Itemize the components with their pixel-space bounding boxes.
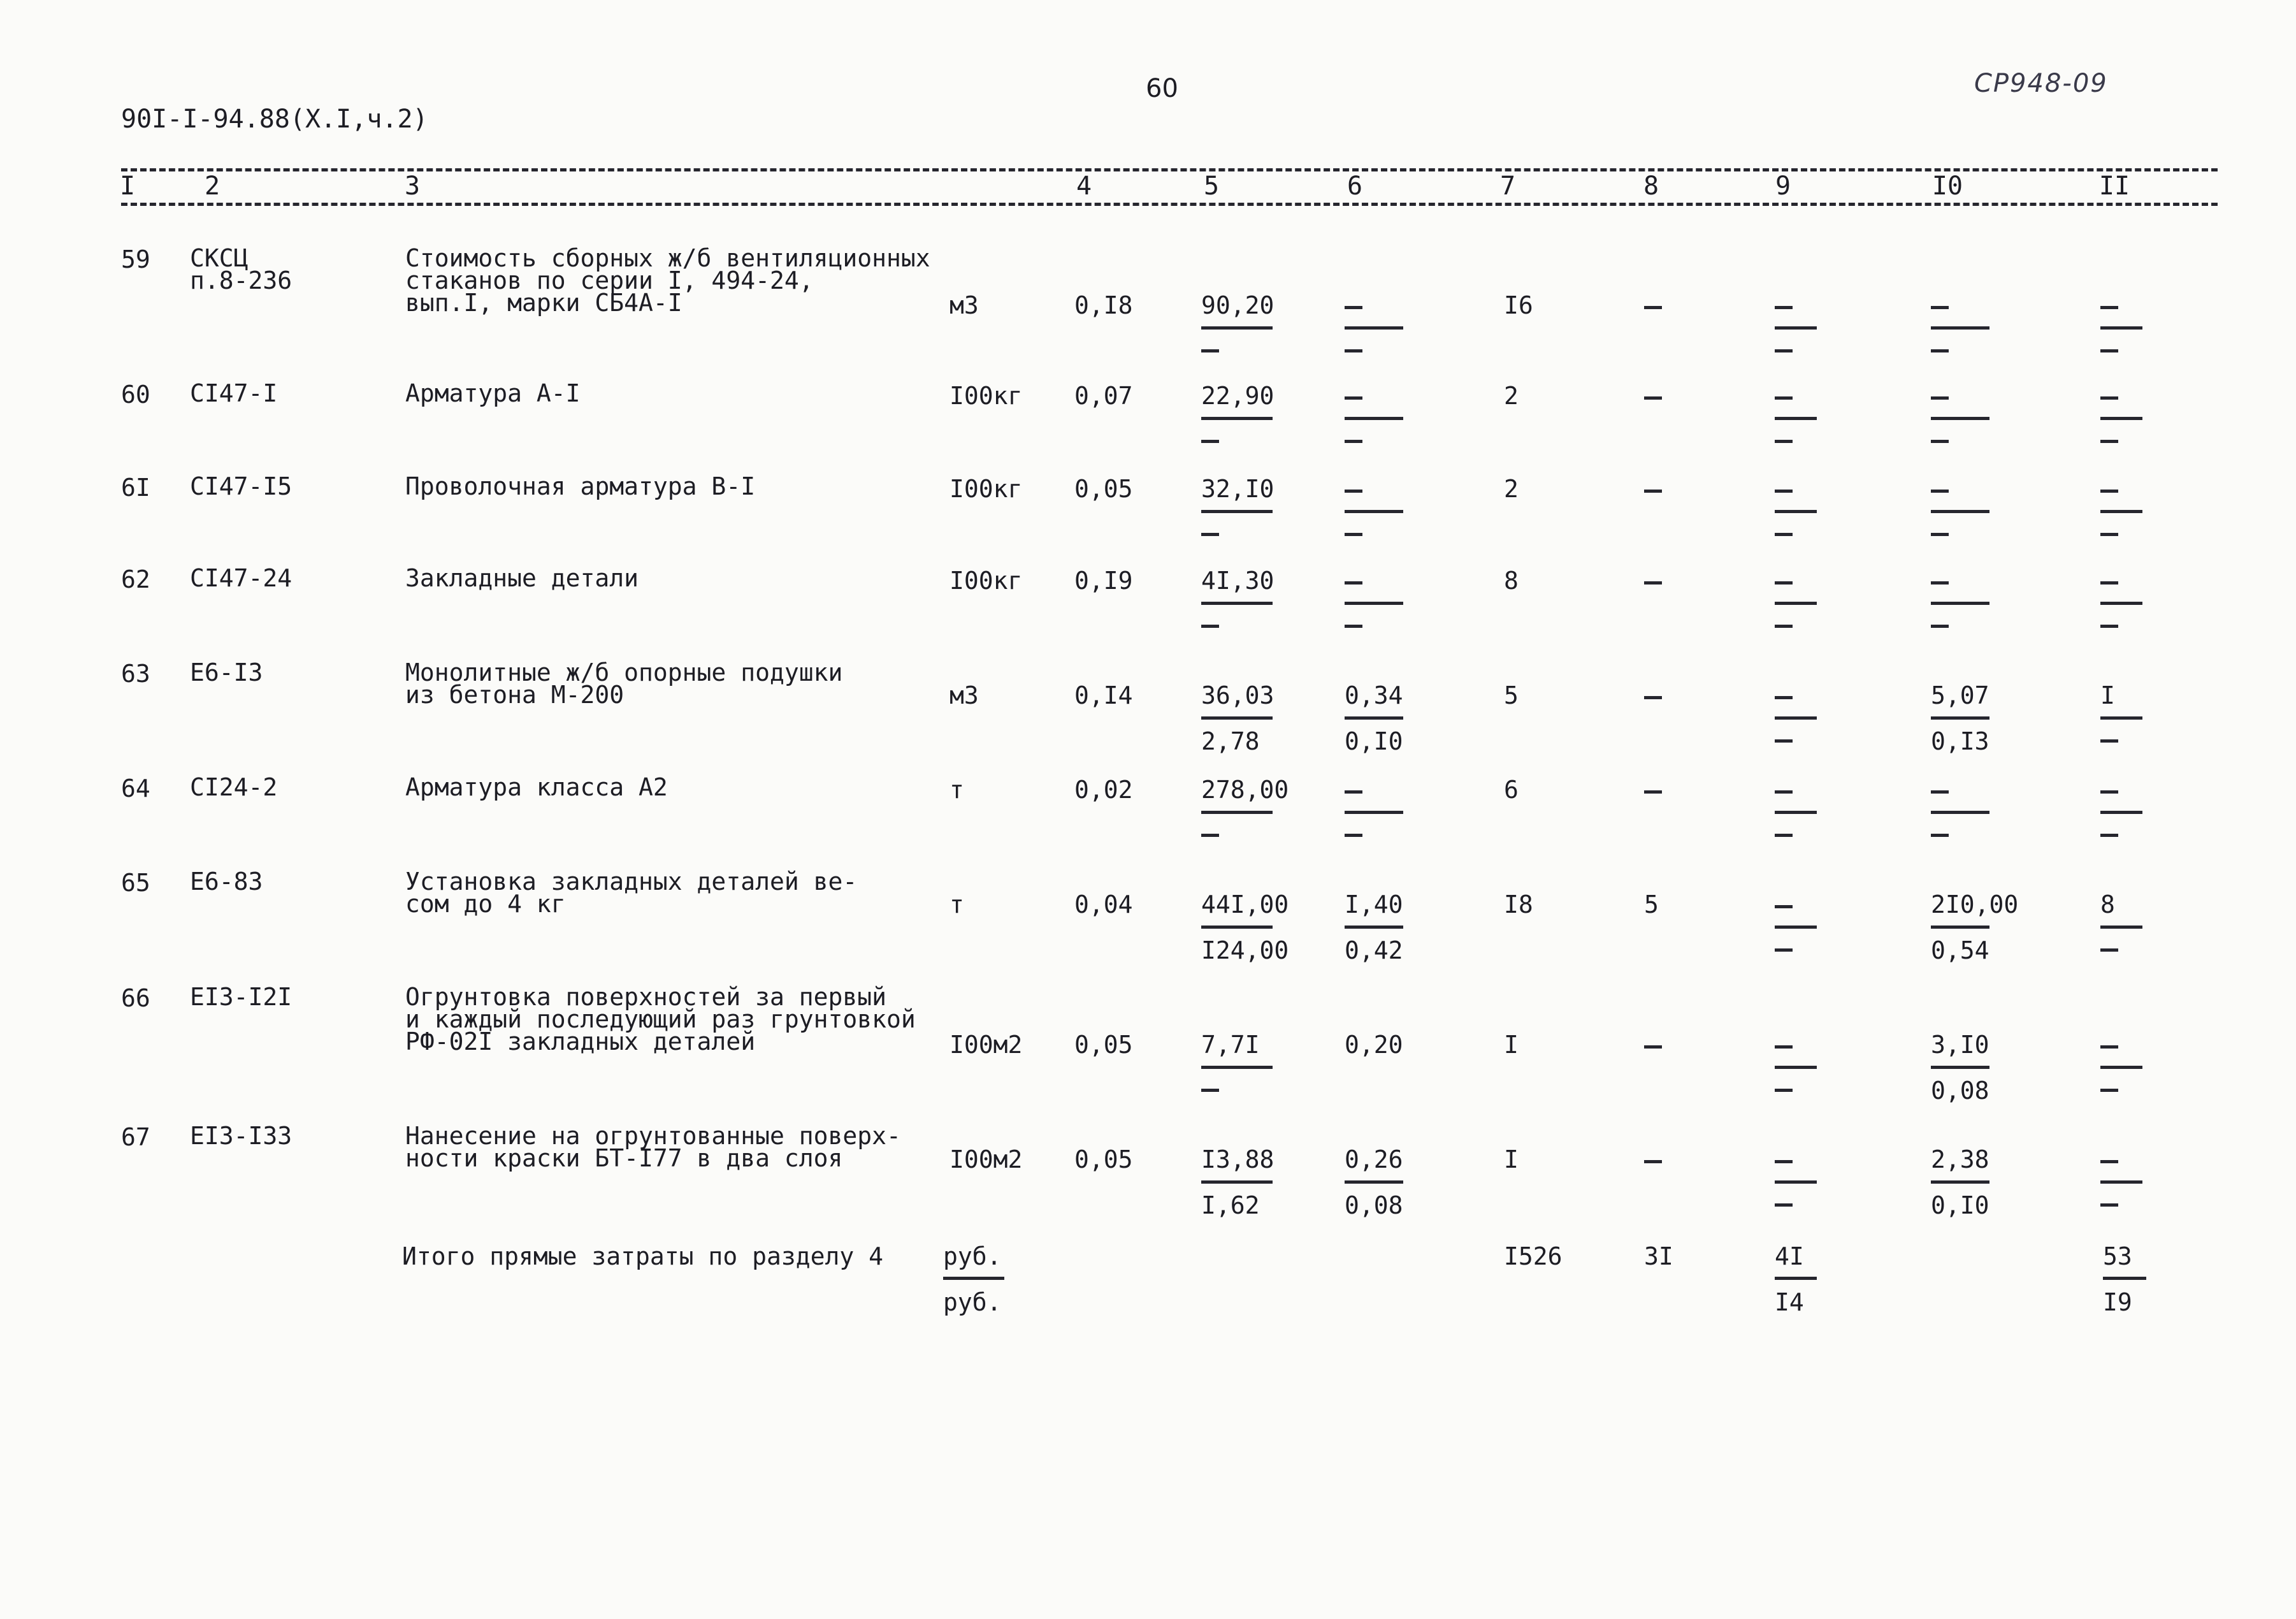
row-col9-dash [1775,581,1793,584]
row-code: ЕI3-I33 [190,1122,292,1150]
row-col6-bottom-dash [1345,533,1362,536]
row-col5-bottom-dash [1201,625,1219,628]
row-col7: I [1504,1145,1519,1173]
row-code: Е6-83 [190,868,263,896]
column-header-4: 4 [1076,171,1092,201]
row-name: Нанесение на огрунтованные поверх- ности краски БТ-I77 в два слоя [405,1122,901,1172]
row-code: CI47-I [190,379,278,407]
row-col10-bottom: 0,54 [1931,936,1989,964]
row-col6-dash [1345,490,1362,493]
row-col10-dash [1931,396,1949,400]
row-col10-fraction-bar [1931,510,1989,513]
row-col9-dash [1775,396,1793,400]
row-col9-fraction-bar [1775,1180,1817,1184]
row-number: 6I [121,474,150,502]
row-col10-dash [1931,306,1949,309]
row-col5: 90,20 [1201,291,1274,319]
row-col9-fraction-bar [1775,417,1817,420]
row-col10: 5,07 [1931,681,1989,709]
row-col6-bottom-dash [1345,440,1362,443]
row-col8-dash [1644,1045,1662,1049]
row-col7: I8 [1504,890,1533,918]
row-code: СКСЦ п.8-236 [190,244,292,294]
row-col10-fraction-bar [1931,326,1989,330]
row-number: 60 [121,381,150,409]
row-col11-fraction-bar [2100,602,2142,605]
column-header-2: 2 [204,171,220,201]
row-col11-fraction-bar [2100,811,2142,814]
total-unit-top: руб. [943,1242,1002,1270]
column-header-6: 6 [1347,171,1363,201]
row-col6-dash [1345,581,1362,584]
row-col11-dash [2100,790,2118,794]
row-col11-bottom-dash [2100,625,2118,628]
row-col11-dash [2100,396,2118,400]
row-code: ЕI3-I2I [190,983,292,1011]
row-code: Е6-I3 [190,658,263,686]
row-col8-dash [1644,1160,1662,1163]
row-code: CI47-I5 [190,472,292,500]
row-col8: 5 [1644,890,1659,918]
row-name: Арматура класса А2 [405,773,668,801]
row-col10-bottom-dash [1931,834,1949,837]
column-header-3: 3 [404,171,421,201]
row-name: Арматура А-I [405,379,581,407]
row-col5-fraction-bar [1201,326,1273,330]
row-number: 66 [121,984,150,1012]
row-unit: т [949,890,964,918]
row-col9-bottom-dash [1775,948,1793,952]
row-col11-dash [2100,581,2118,584]
row-quantity: 0,07 [1074,382,1133,410]
row-col6-fraction-bar [1345,716,1403,720]
row-col10-dash [1931,581,1949,584]
row-col11-fraction-bar [2100,417,2142,420]
row-col8-dash [1644,696,1662,699]
row-quantity: 0,05 [1074,1145,1133,1173]
row-col5-fraction-bar [1201,417,1273,420]
row-quantity: 0,I8 [1074,291,1133,319]
row-col6-bottom: 0,08 [1345,1191,1403,1219]
column-header-5: 5 [1203,171,1220,201]
row-unit: т [949,776,964,804]
row-col5-bottom: 2,78 [1201,727,1260,755]
row-unit: I00кг [949,567,1023,595]
row-quantity: 0,I4 [1074,681,1133,709]
row-col9-dash [1775,1045,1793,1049]
row-col10-fraction-bar [1931,1066,1989,1069]
row-name: Огрунтовка поверхностей за первый и каждый последующий раз грунтовкой РФ-02I закладных деталей [405,983,916,1056]
row-col6-bottom: 0,I0 [1345,727,1403,755]
row-col6-fraction-bar [1345,417,1403,420]
row-col10-fraction-bar [1931,926,1989,929]
row-col5: 7,7I [1201,1031,1260,1059]
row-col6-fraction-bar [1345,926,1403,929]
row-quantity: 0,02 [1074,776,1133,804]
row-col5-fraction-bar [1201,1066,1273,1069]
total-col11-fraction-bar [2103,1277,2146,1280]
row-col10-fraction-bar [1931,716,1989,720]
total-col11-bottom: I9 [2103,1288,2132,1316]
row-col11-fraction-bar [2100,326,2142,330]
row-quantity: 0,05 [1074,1031,1133,1059]
total-col11: 53 [2103,1242,2132,1270]
row-unit: I00м2 [949,1031,1023,1059]
page-number: 60 [1146,74,1178,103]
row-col11-bottom-dash [2100,834,2118,837]
row-col6: I,40 [1345,890,1403,918]
row-col9-bottom-dash [1775,349,1793,352]
row-col9-dash [1775,696,1793,699]
row-quantity: 0,05 [1074,475,1133,503]
row-col9-fraction-bar [1775,510,1817,513]
row-col7: 2 [1504,382,1519,410]
row-col6-fraction-bar [1345,510,1403,513]
row-number: 64 [121,774,150,802]
column-header-9: 9 [1775,171,1791,201]
row-col8-dash [1644,790,1662,794]
row-col7: 2 [1504,475,1519,503]
row-col10-bottom-dash [1931,625,1949,628]
column-header-10: I0 [1931,171,1963,201]
row-col6-fraction-bar [1345,326,1403,330]
row-col7: 5 [1504,681,1519,709]
row-unit: I00кг [949,382,1023,410]
row-col11: 8 [2100,890,2115,918]
row-col9-bottom-dash [1775,440,1793,443]
row-unit: I00м2 [949,1145,1023,1173]
row-col5: I3,88 [1201,1145,1274,1173]
row-col6-dash [1345,306,1362,309]
row-col5-bottom: I,62 [1201,1191,1260,1219]
row-number: 65 [121,869,150,897]
row-col5: 44I,00 [1201,890,1289,918]
row-col11-fraction-bar [2100,1066,2142,1069]
row-col9-fraction-bar [1775,811,1817,814]
row-col11-fraction-bar [2100,510,2142,513]
row-col5-fraction-bar [1201,510,1273,513]
row-col7: I [1504,1031,1519,1059]
row-col9-fraction-bar [1775,602,1817,605]
archive-stamp: CP948-09 [1974,69,2108,98]
row-col5: 22,90 [1201,382,1274,410]
row-col9-bottom-dash [1775,834,1793,837]
total-col7: I526 [1504,1242,1563,1270]
row-col9-bottom-dash [1775,625,1793,628]
row-col5: 278,00 [1201,776,1289,804]
row-col9-fraction-bar [1775,326,1817,330]
row-quantity: 0,04 [1074,890,1133,918]
row-col6-bottom-dash [1345,834,1362,837]
row-col10-fraction-bar [1931,417,1989,420]
row-col5-fraction-bar [1201,926,1273,929]
row-col5: 4I,30 [1201,567,1274,595]
row-col10-bottom-dash [1931,533,1949,536]
row-col9-dash [1775,1160,1793,1163]
header-top-rule [121,168,2218,171]
row-col9-fraction-bar [1775,716,1817,720]
total-unit-bottom: руб. [943,1288,1002,1316]
column-header-11: II [2098,171,2130,201]
row-col11-bottom-dash [2100,440,2118,443]
row-col5-fraction-bar [1201,1180,1273,1184]
row-col9-bottom-dash [1775,1203,1793,1207]
row-col10-dash [1931,790,1949,794]
row-col8-dash [1644,581,1662,584]
row-unit: м3 [949,681,979,709]
row-col11-bottom-dash [2100,739,2118,743]
row-col6-fraction-bar [1345,602,1403,605]
row-col11: I [2100,681,2115,709]
row-name: Закладные детали [405,564,639,592]
row-col9-dash [1775,306,1793,309]
row-col7: 6 [1504,776,1519,804]
row-col10-dash [1931,490,1949,493]
row-col10-bottom: 0,08 [1931,1077,1989,1105]
row-col6: 0,26 [1345,1145,1403,1173]
row-col5-fraction-bar [1201,716,1273,720]
row-col10-fraction-bar [1931,1180,1989,1184]
row-unit: м3 [949,291,979,319]
row-col11-fraction-bar [2100,926,2142,929]
row-col11-fraction-bar [2100,1180,2142,1184]
row-name: Проволочная арматура В-I [405,472,756,500]
row-col10-bottom: 0,I3 [1931,727,1989,755]
row-col11-bottom-dash [2100,349,2118,352]
row-col10-fraction-bar [1931,602,1989,605]
row-col6: 0,34 [1345,681,1403,709]
row-number: 63 [121,660,150,688]
row-col8-dash [1644,306,1662,309]
row-number: 62 [121,565,150,593]
row-unit: I00кг [949,475,1023,503]
row-col5-fraction-bar [1201,602,1273,605]
row-number: 67 [121,1123,150,1151]
row-col9-dash [1775,490,1793,493]
row-col6: 0,20 [1345,1031,1403,1059]
row-col11-bottom-dash [2100,948,2118,952]
row-col9-bottom-dash [1775,1089,1793,1092]
row-col9-bottom-dash [1775,739,1793,743]
row-col10: 2I0,00 [1931,890,2019,918]
row-col10: 3,I0 [1931,1031,1989,1059]
row-col5-bottom-dash [1201,440,1219,443]
row-col6-fraction-bar [1345,1180,1403,1184]
row-col11-dash [2100,1160,2118,1163]
total-unit-fraction-bar [943,1277,1004,1280]
row-col10-bottom-dash [1931,349,1949,352]
total-col9-fraction-bar [1775,1277,1817,1280]
row-col8-dash [1644,396,1662,400]
row-col7: 8 [1504,567,1519,595]
row-col11-dash [2100,490,2118,493]
row-col11-bottom-dash [2100,1089,2118,1092]
total-label: Итого прямые затраты по разделу 4 [402,1242,883,1270]
row-col5-bottom-dash [1201,349,1219,352]
row-quantity: 0,I9 [1074,567,1133,595]
document-code: 90I-I-94.88(X.I,ч.2) [121,105,428,134]
row-name: Стоимость сборных ж/б вентиляционных стаканов по серии I, 494-24, вып.I, марки СБ4А-I [405,244,930,317]
row-col6-dash [1345,396,1362,400]
column-header-8: 8 [1643,171,1659,201]
row-number: 59 [121,245,150,273]
row-col5-fraction-bar [1201,811,1273,814]
row-code: CI47-24 [190,564,292,592]
row-col8-dash [1644,490,1662,493]
row-col10: 2,38 [1931,1145,1989,1173]
row-col9-fraction-bar [1775,926,1817,929]
row-name: Монолитные ж/б опорные подушки из бетона М-200 [405,658,843,709]
row-col7: I6 [1504,291,1533,319]
header-bottom-rule [121,203,2218,206]
row-col6-bottom: 0,42 [1345,936,1403,964]
row-col9-dash [1775,790,1793,794]
row-col9-bottom-dash [1775,533,1793,536]
row-col11-dash [2100,1045,2118,1049]
row-col10-bottom: 0,I0 [1931,1191,1989,1219]
row-col5-bottom-dash [1201,834,1219,837]
column-header-7: 7 [1499,171,1516,201]
row-col6-fraction-bar [1345,811,1403,814]
row-col5: 36,03 [1201,681,1274,709]
row-col6-bottom-dash [1345,625,1362,628]
row-col6-dash [1345,790,1362,794]
row-col5: 32,I0 [1201,475,1274,503]
row-col11-fraction-bar [2100,716,2142,720]
row-code: CI24-2 [190,773,278,801]
row-col11-bottom-dash [2100,1203,2118,1207]
row-col6-bottom-dash [1345,349,1362,352]
row-col10-bottom-dash [1931,440,1949,443]
row-col5-bottom-dash [1201,533,1219,536]
row-col5-bottom: I24,00 [1201,936,1289,964]
row-col5-bottom-dash [1201,1089,1219,1092]
column-header-1: I [119,171,136,201]
total-col9-bottom: I4 [1775,1288,1804,1316]
row-name: Установка закладных деталей ве- сом до 4 кг [405,868,858,918]
total-col8: 3I [1644,1242,1673,1270]
row-col10-fraction-bar [1931,811,1989,814]
row-col9-fraction-bar [1775,1066,1817,1069]
row-col11-bottom-dash [2100,533,2118,536]
row-col9-dash [1775,905,1793,908]
total-col9: 4I [1775,1242,1804,1270]
row-col11-dash [2100,306,2118,309]
